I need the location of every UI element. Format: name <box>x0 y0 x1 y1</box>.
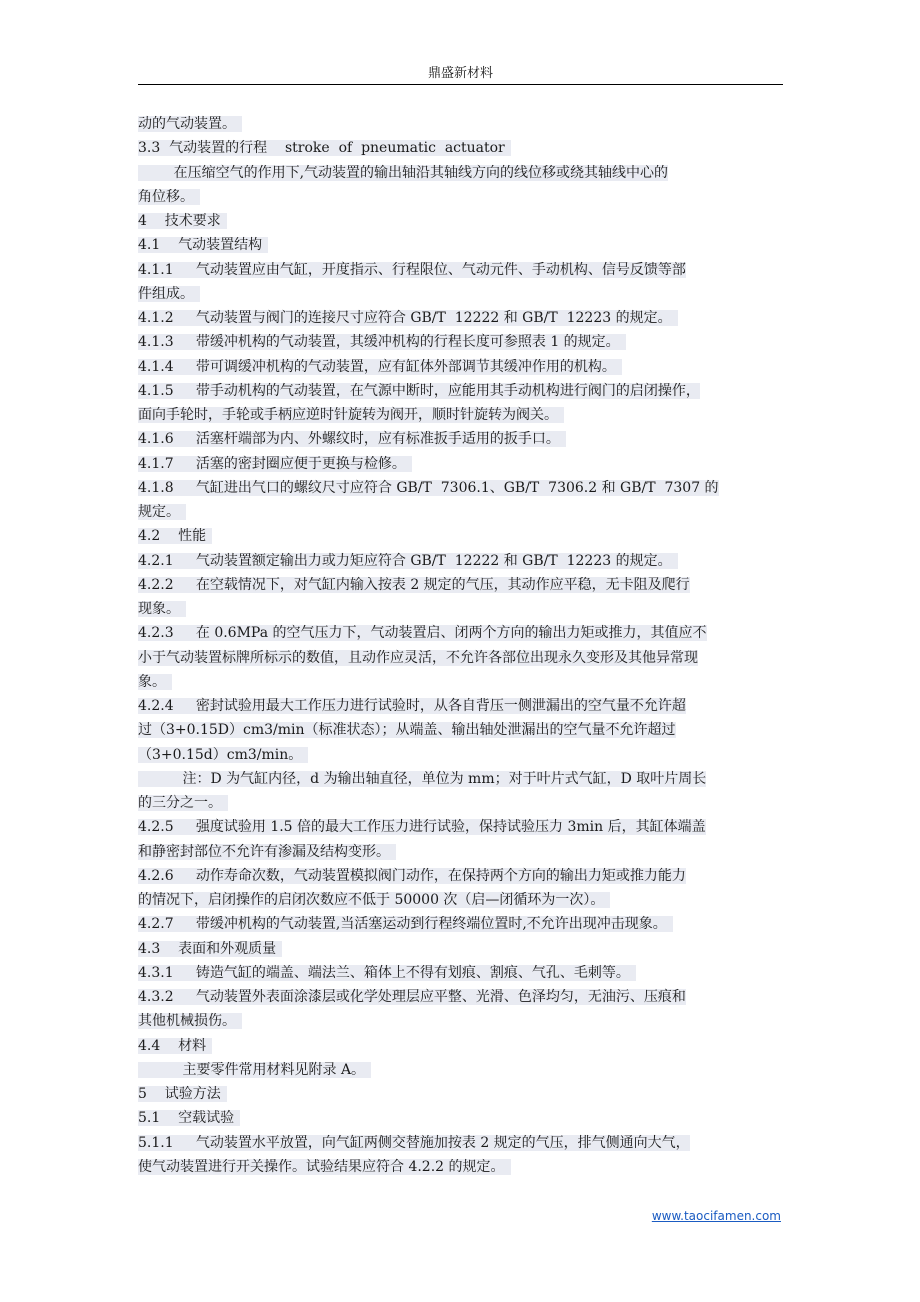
text-line: 3.3 气动装置的行程 stroke of pneumatic actuator <box>138 136 783 160</box>
text-line: 象。 <box>138 670 783 694</box>
header-rule <box>138 84 783 85</box>
text-line: 4.2.6 动作寿命次数，气动装置模拟阀门动作，在保持两个方向的输出力矩或推力能力 <box>138 867 686 884</box>
text-line: 动的气动装置。 <box>138 112 783 136</box>
text-line: 4.1.4 带可调缓冲机构的气动装置，应有缸体外部调节其缓冲作用的机构。 <box>138 355 783 379</box>
text-line: 4.1.8 气缸进出气口的螺纹尺寸应符合 GB/T 7306.1、GB/T 7306.2 和 GB/T 7307 的 <box>138 479 719 496</box>
text-line: 4.2.5 强度试验用 1.5 倍的最大工作压力进行试验，保持试验压力 3min 后，其缸体端盖 <box>138 819 706 836</box>
text-line: 使气动装置进行开关操作。试验结果应符合 4.2.2 的规定。 <box>138 1155 783 1179</box>
document-body <box>138 112 783 1179</box>
footer-website-link[interactable]: www.taocifamen.com <box>651 1209 781 1223</box>
text-line: 件组成。 <box>138 282 783 306</box>
text-line: （3+0.15d）cm3/min。 <box>138 743 783 767</box>
section-heading: 4.2 性能 <box>138 524 783 548</box>
section-heading: 4.1 气动装置结构 <box>138 233 783 257</box>
text-line: 过（3+0.15D）cm3/min（标准状态）；从端盖、输出轴处泄漏出的空气量不允许超过 <box>138 722 676 739</box>
text-line: 4.2.7 带缓冲机构的气动装置,当活塞运动到行程终端位置时,不允许出现冲击现象。 <box>138 912 783 936</box>
section-heading: 4 技术要求 <box>138 209 783 233</box>
text-line: 4.1.3 带缓冲机构的气动装置，其缓冲机构的行程长度可参照表 1 的规定。 <box>138 330 783 354</box>
text-line: 角位移。 <box>138 185 783 209</box>
text-line: 4.1.7 活塞的密封圈应便于更换与检修。 <box>138 452 783 476</box>
text-line: 4.2.2 在空载情况下，对气缸内输入按表 2 规定的气压，其动作应平稳，无卡阻及爬行 <box>138 576 690 593</box>
section-heading: 4.4 材料 <box>138 1034 783 1058</box>
section-heading: 5 试验方法 <box>138 1082 783 1106</box>
text-line: 现象。 <box>138 597 783 621</box>
text-line: 4.2.3 在 0.6MPa 的空气压力下，气动装置启、闭两个方向的输出力矩或推力，其值应不 <box>138 625 707 642</box>
text-line: 和静密封部位不允许有渗漏及结构变形。 <box>138 840 783 864</box>
text-line: 4.1.6 活塞杆端部为内、外螺纹时，应有标准扳手适用的扳手口。 <box>138 427 783 451</box>
section-heading: 5.1 空载试验 <box>138 1106 783 1130</box>
text-line: 4.3.1 铸造气缸的端盖、端法兰、箱体上不得有划痕、割痕、气孔、毛刺等。 <box>138 961 783 985</box>
page-header: 鼎盛新材料 <box>427 66 493 81</box>
text-line: 4.1.1 气动装置应由气缸，开度指示、行程限位、气动元件、手动机构、信号反馈等部 <box>138 261 686 278</box>
note-line: 的三分之一。 <box>138 791 783 815</box>
section-heading: 4.3 表面和外观质量 <box>138 937 783 961</box>
text-line: 面向手轮时，手轮或手柄应逆时针旋转为阀开，顺时针旋转为阀关。 <box>138 403 783 427</box>
text-line: 5.1.1 气动装置水平放置，向气缸两侧交替施加按表 2 规定的气压，排气侧通向大气， <box>138 1134 690 1151</box>
text-line: 主要零件常用材料见附录 A。 <box>138 1058 783 1082</box>
text-line: 的情况下，启闭操作的启闭次数应不低于 50000 次（启—闭循环为一次）。 <box>138 888 783 912</box>
text-line: 4.1.2 气动装置与阀门的连接尺寸应符合 GB/T 12222 和 GB/T 12223 的规定。 <box>138 306 783 330</box>
note-line: 注：D 为气缸内径，d 为输出轴直径，单位为 mm；对于叶片式气缸，D 取叶片周长 <box>138 770 707 787</box>
text-line: 4.2.1 气动装置额定输出力或力矩应符合 GB/T 12222 和 GB/T 12223 的规定。 <box>138 549 783 573</box>
text-line: 规定。 <box>138 500 783 524</box>
text-line: 4.2.4 密封试验用最大工作压力进行试验时，从各自背压一侧泄漏出的空气量不允许超 <box>138 698 686 714</box>
text-line: 小于气动装置标牌所标示的数值，且动作应灵活，不允许各部位出现永久变形及其他异常现 <box>138 649 698 666</box>
text-line: 在压缩空气的作用下,气动装置的输出轴沿其轴线方向的线位移或绕其轴线中心的 <box>138 164 669 181</box>
text-line: 4.1.5 带手动机构的气动装置，在气源中断时，应能用其手动机构进行阀门的启闭操作， <box>138 382 700 399</box>
text-line: 4.3.2 气动装置外表面涂漆层或化学处理层应平整、光滑、色泽均匀，无油污、压痕和 <box>138 989 686 1005</box>
text-line: 其他机械损伤。 <box>138 1009 783 1033</box>
